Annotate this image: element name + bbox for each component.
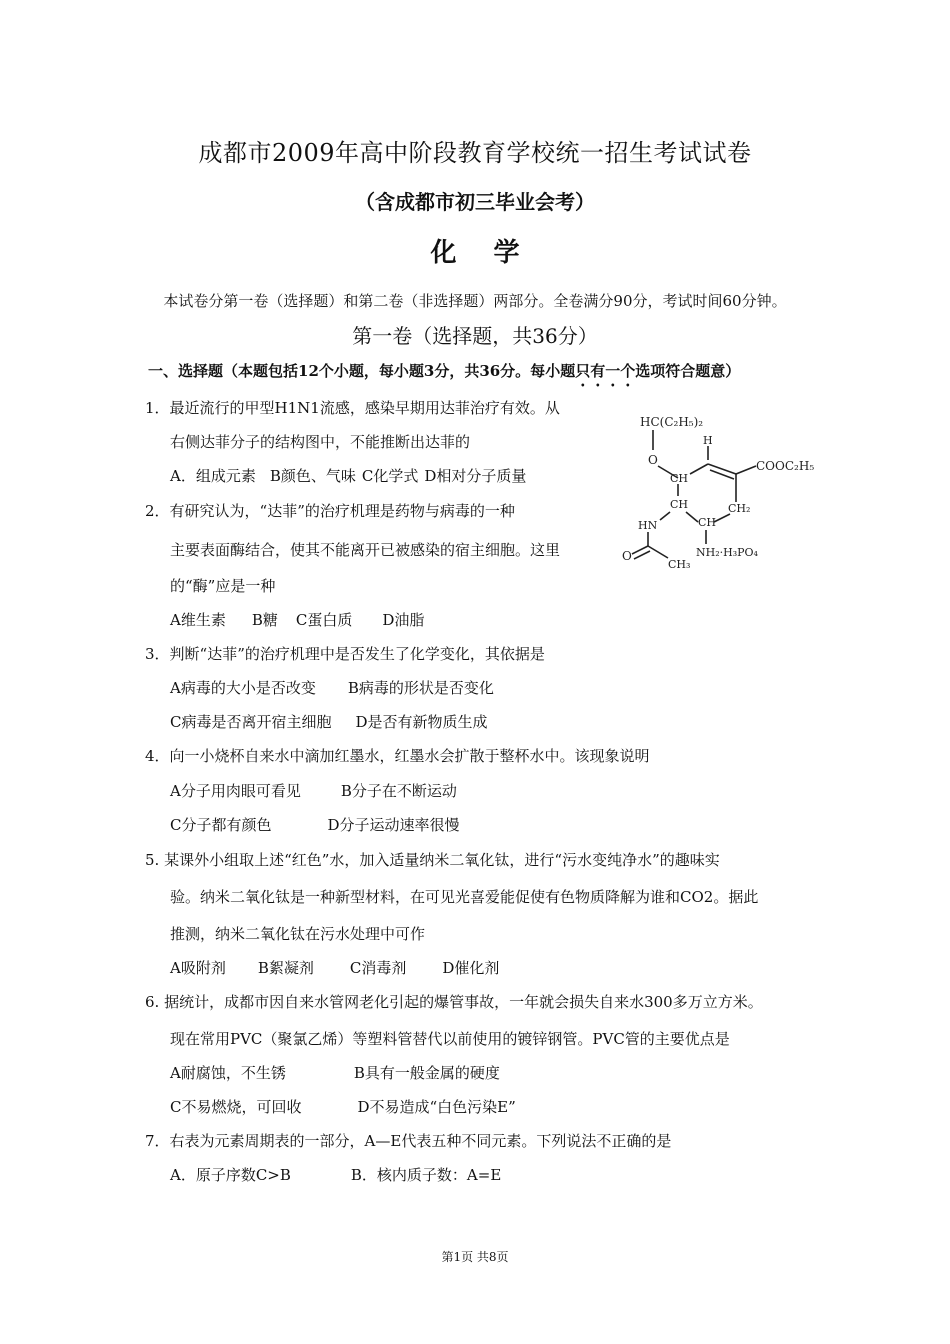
subject-heading: 化 学	[430, 238, 520, 268]
option: B絮凝剂	[257, 959, 314, 977]
option: B分子在不断运动	[340, 782, 457, 800]
question-4-line: 4．向一小烧杯自来水中滴加红墨水，红墨水会扩散于整杯水中。该现象说明	[145, 747, 650, 765]
question-1-options	[170, 466, 526, 486]
question-5-options	[170, 958, 499, 978]
question-3-options	[170, 712, 488, 732]
option: D分子运动速率很慢	[327, 816, 460, 834]
atom-label: H	[703, 434, 713, 447]
atom-label: HN	[638, 519, 658, 532]
option: A耐腐蚀，不生锈	[170, 1064, 286, 1082]
option: D是否有新物质生成	[355, 713, 488, 731]
option: C病毒是否离开宿主细胞	[170, 713, 332, 731]
option: B．核内质子数：A=E	[350, 1166, 502, 1184]
substituent-label: NH₂·H₃PO₄	[696, 546, 758, 559]
question-2-line: 2．有研究认为，“达菲”的治疗机理是药物与病毒的一种	[145, 502, 515, 520]
option: D催化剂	[442, 959, 500, 977]
option: D油脂	[382, 611, 425, 629]
question-5-line: 5. 某课外小组取上述“红色”水，加入适量纳米二氧化钛，进行“污水变纯净水”的趣味实	[145, 851, 720, 869]
atom-label: CH₃	[668, 558, 691, 571]
option: D相对分子质量	[424, 467, 527, 485]
atom-label: O	[648, 453, 658, 467]
question-6-line: 现在常用PVC（聚氯乙烯）等塑料管替代以前使用的镀锌钢管。PVC管的主要优点是	[170, 1030, 730, 1048]
option: B颜色、气味	[269, 467, 356, 485]
section-heading	[148, 360, 848, 390]
question-5-line: 推测，纳米二氧化钛在污水处理中可作	[170, 925, 426, 943]
section-heading-part: 一、选择题（本题包括12个小题，每小题3分，共36分。每小题	[148, 362, 576, 380]
option: B具有一般金属的硬度	[353, 1064, 500, 1082]
option: A分子用肉眼可看见	[170, 782, 301, 800]
option: C分子都有颜色	[170, 816, 272, 834]
question-7-line: 7．右表为元素周期表的一部分，A—E代表五种不同元素。下列说法不正确的是	[145, 1132, 672, 1150]
question-2-line: 主要表面酶结合，使其不能离开已被感染的宿主细胞。这里	[170, 541, 561, 559]
option: A．原子序数C>B	[170, 1166, 291, 1184]
page-footer: 第1页 共8页	[441, 1250, 509, 1264]
option: A病毒的大小是否改变	[170, 679, 316, 697]
option: A吸附剂	[170, 959, 226, 977]
substituent-label: HC(C₂H₅)₂	[640, 415, 704, 429]
atom-label: CH₂	[728, 502, 751, 515]
question-4-options	[170, 781, 457, 801]
question-1-line: 右侧达菲分子的结构图中，不能推断出达菲的	[170, 433, 471, 451]
question-4-options	[170, 815, 460, 835]
question-2-options	[170, 610, 424, 630]
option: D不易造成“白色污染E”	[357, 1098, 516, 1116]
option: C化学式	[361, 467, 419, 485]
option: B糖	[251, 611, 278, 629]
question-6-line: 6. 据统计，成都市因自来水管网老化引起的爆管事故，一年就会损失自来水300多万立方米。	[145, 993, 763, 1011]
option: A．组成元素	[170, 467, 256, 485]
option: C蛋白质	[295, 611, 353, 629]
option: A维生素	[170, 611, 226, 629]
atom-label: CH	[670, 472, 689, 485]
page-title: 成都市2009年高中阶段教育学校统一招生考试试卷	[198, 139, 752, 167]
question-6-options	[170, 1097, 516, 1117]
section-heading-emphasis: 只有一个	[575, 362, 636, 380]
atom-label: CH	[698, 516, 717, 529]
question-3-line: 3．判断“达菲”的治疗机理中是否发生了化学变化，其依据是	[145, 645, 545, 663]
section-heading-part: 选项符合题意）	[635, 362, 741, 380]
question-2-line: 的“酶”应是一种	[170, 577, 276, 595]
option: B病毒的形状是否变化	[347, 679, 494, 697]
atom-label: O	[622, 549, 632, 563]
question-7-options	[170, 1165, 501, 1185]
exam-intro: 本试卷分第一卷（选择题）和第二卷（非选择题）两部分。全卷满分90分，考试时间60分钟。	[163, 292, 787, 310]
question-6-options	[170, 1063, 500, 1083]
question-5-line: 验。纳米二氧化钛是一种新型材料，在可见光喜爱能促使有色物质降解为谁和CO2。据此	[170, 888, 759, 906]
oseltamivir-structure-diagram	[618, 408, 838, 578]
option: C不易燃烧，可回收	[170, 1098, 302, 1116]
question-1-line: 1．最近流行的甲型H1N1流感，感染早期用达菲治疗有效。从	[145, 399, 560, 417]
question-3-options	[170, 678, 494, 698]
substituent-label: COOC₂H₅	[756, 459, 815, 473]
volume-heading: 第一卷（选择题，共36分）	[352, 324, 598, 348]
option: C消毒剂	[349, 959, 407, 977]
page-subtitle: （含成都市初三毕业会考）	[355, 190, 595, 214]
atom-label: CH	[670, 498, 689, 511]
